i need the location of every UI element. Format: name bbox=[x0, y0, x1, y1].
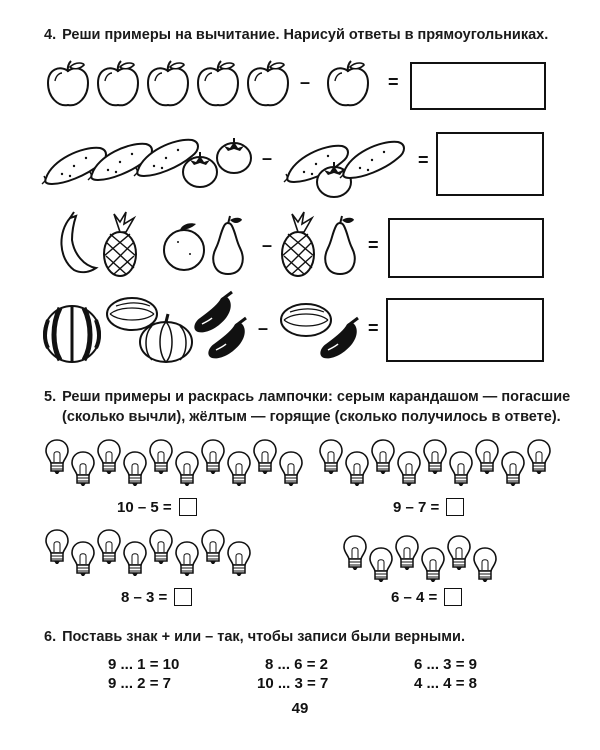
apple-icon bbox=[198, 61, 238, 105]
light-bulb-icon[interactable] bbox=[226, 538, 252, 580]
eggplant-icon bbox=[194, 292, 232, 332]
light-bulb-icon[interactable] bbox=[472, 544, 498, 586]
answer-box[interactable] bbox=[436, 132, 544, 196]
light-bulb-icon[interactable] bbox=[148, 436, 174, 478]
minus-sign: – bbox=[262, 148, 273, 168]
apple-icon bbox=[328, 61, 368, 105]
apple-icon bbox=[248, 61, 288, 105]
example-5: 6 ... 3 = 9 bbox=[414, 656, 477, 673]
light-bulb-icon[interactable] bbox=[474, 436, 500, 478]
equation-text: 10 – 5 = bbox=[117, 498, 172, 516]
light-bulb-icon[interactable] bbox=[422, 436, 448, 478]
light-bulb-icon[interactable] bbox=[122, 538, 148, 580]
equation-2 bbox=[393, 498, 464, 516]
fruit-row bbox=[56, 210, 366, 280]
apple-icon bbox=[48, 61, 88, 105]
task-6-text: Поставь знак + или – так, чтобы записи были верными. bbox=[62, 629, 465, 645]
light-bulb-icon[interactable] bbox=[96, 436, 122, 478]
apple-icon bbox=[98, 61, 138, 105]
light-bulb-icon[interactable] bbox=[96, 526, 122, 568]
light-bulb-icon[interactable] bbox=[148, 526, 174, 568]
bulb-group-1 bbox=[44, 436, 304, 490]
light-bulb-icon[interactable] bbox=[420, 544, 446, 586]
light-bulb-icon[interactable] bbox=[344, 448, 370, 490]
light-bulb-icon[interactable] bbox=[226, 448, 252, 490]
equals-sign: = bbox=[368, 318, 379, 338]
light-bulb-icon[interactable] bbox=[370, 436, 396, 478]
minus-sign: – bbox=[262, 235, 273, 255]
pear-icon bbox=[213, 216, 242, 274]
melon-icon bbox=[107, 298, 157, 330]
task-6-number: 6. bbox=[44, 629, 57, 645]
example-2: 9 ... 2 = 7 bbox=[108, 675, 171, 692]
task-4-text: Реши примеры на вычитание. Нарисуй ответы в прямоугольниках. bbox=[62, 27, 549, 43]
minus-sign: – bbox=[300, 72, 311, 92]
task-5-title bbox=[44, 388, 570, 407]
vegetable-row bbox=[40, 128, 420, 198]
light-bulb-icon[interactable] bbox=[70, 538, 96, 580]
light-bulb-icon[interactable] bbox=[448, 448, 474, 490]
pineapple-icon bbox=[104, 212, 136, 276]
apple-icon bbox=[148, 61, 188, 105]
apple-row bbox=[44, 58, 384, 110]
pear-icon bbox=[325, 216, 354, 274]
light-bulb-icon[interactable] bbox=[174, 538, 200, 580]
task-5-title-line-2: (сколько вычли), жёлтым — горящие (сколько получилось в ответе). bbox=[62, 409, 561, 425]
light-bulb-icon[interactable] bbox=[174, 448, 200, 490]
equals-sign: = bbox=[368, 235, 379, 255]
light-bulb-icon[interactable] bbox=[396, 448, 422, 490]
light-bulb-icon[interactable] bbox=[368, 544, 394, 586]
answer-box[interactable] bbox=[388, 218, 544, 278]
task-6-title bbox=[44, 628, 465, 647]
light-bulb-icon[interactable] bbox=[342, 532, 368, 574]
light-bulb-icon[interactable] bbox=[70, 448, 96, 490]
minus-sign: – bbox=[258, 318, 269, 338]
equation-4 bbox=[391, 588, 462, 606]
answer-square[interactable] bbox=[179, 498, 197, 516]
equation-3 bbox=[121, 588, 192, 606]
equals-sign: = bbox=[418, 150, 429, 170]
equation-text: 9 – 7 = bbox=[393, 498, 440, 516]
answer-square[interactable] bbox=[174, 588, 192, 606]
equation-text: 8 – 3 = bbox=[121, 588, 168, 606]
light-bulb-icon[interactable] bbox=[394, 532, 420, 574]
cucumber-icon bbox=[340, 142, 404, 178]
pineapple-icon bbox=[282, 212, 314, 276]
equals-sign: = bbox=[388, 72, 399, 92]
equation-1 bbox=[117, 498, 197, 516]
tomato-icon bbox=[217, 138, 251, 173]
light-bulb-icon[interactable] bbox=[200, 436, 226, 478]
example-4: 10 ... 3 = 7 bbox=[257, 675, 329, 692]
watermelon-icon bbox=[44, 306, 100, 362]
light-bulb-icon[interactable] bbox=[200, 526, 226, 568]
example-3: 8 ... 6 = 2 bbox=[265, 656, 328, 673]
page-number: 49 bbox=[291, 700, 309, 717]
light-bulb-icon[interactable] bbox=[278, 448, 304, 490]
answer-square[interactable] bbox=[446, 498, 464, 516]
answer-box[interactable] bbox=[410, 62, 546, 110]
light-bulb-icon[interactable] bbox=[252, 436, 278, 478]
light-bulb-icon[interactable] bbox=[318, 436, 344, 478]
bulb-group-2 bbox=[318, 436, 552, 490]
task-4-number: 4. bbox=[44, 27, 57, 43]
light-bulb-icon[interactable] bbox=[44, 526, 70, 568]
light-bulb-icon[interactable] bbox=[526, 436, 552, 478]
answer-square[interactable] bbox=[444, 588, 462, 606]
example-1: 9 ... 1 = 10 bbox=[108, 656, 180, 673]
task-5-text-line-1: Реши примеры и раскрась лампочки: серым карандашом — погасшие bbox=[62, 389, 571, 405]
bulb-group-4 bbox=[342, 532, 498, 586]
light-bulb-icon[interactable] bbox=[446, 532, 472, 574]
orange-icon bbox=[164, 223, 204, 270]
equation-text: 6 – 4 = bbox=[391, 588, 438, 606]
light-bulb-icon[interactable] bbox=[500, 448, 526, 490]
banana-icon bbox=[61, 212, 96, 272]
task-4-title bbox=[44, 26, 548, 45]
example-6: 4 ... 4 = 8 bbox=[414, 675, 477, 692]
melon-row bbox=[42, 290, 372, 370]
task-5-number: 5. bbox=[44, 389, 57, 405]
answer-box[interactable] bbox=[386, 298, 544, 362]
light-bulb-icon[interactable] bbox=[122, 448, 148, 490]
bulb-group-3 bbox=[44, 526, 252, 580]
light-bulb-icon[interactable] bbox=[44, 436, 70, 478]
melon-icon bbox=[281, 304, 331, 336]
